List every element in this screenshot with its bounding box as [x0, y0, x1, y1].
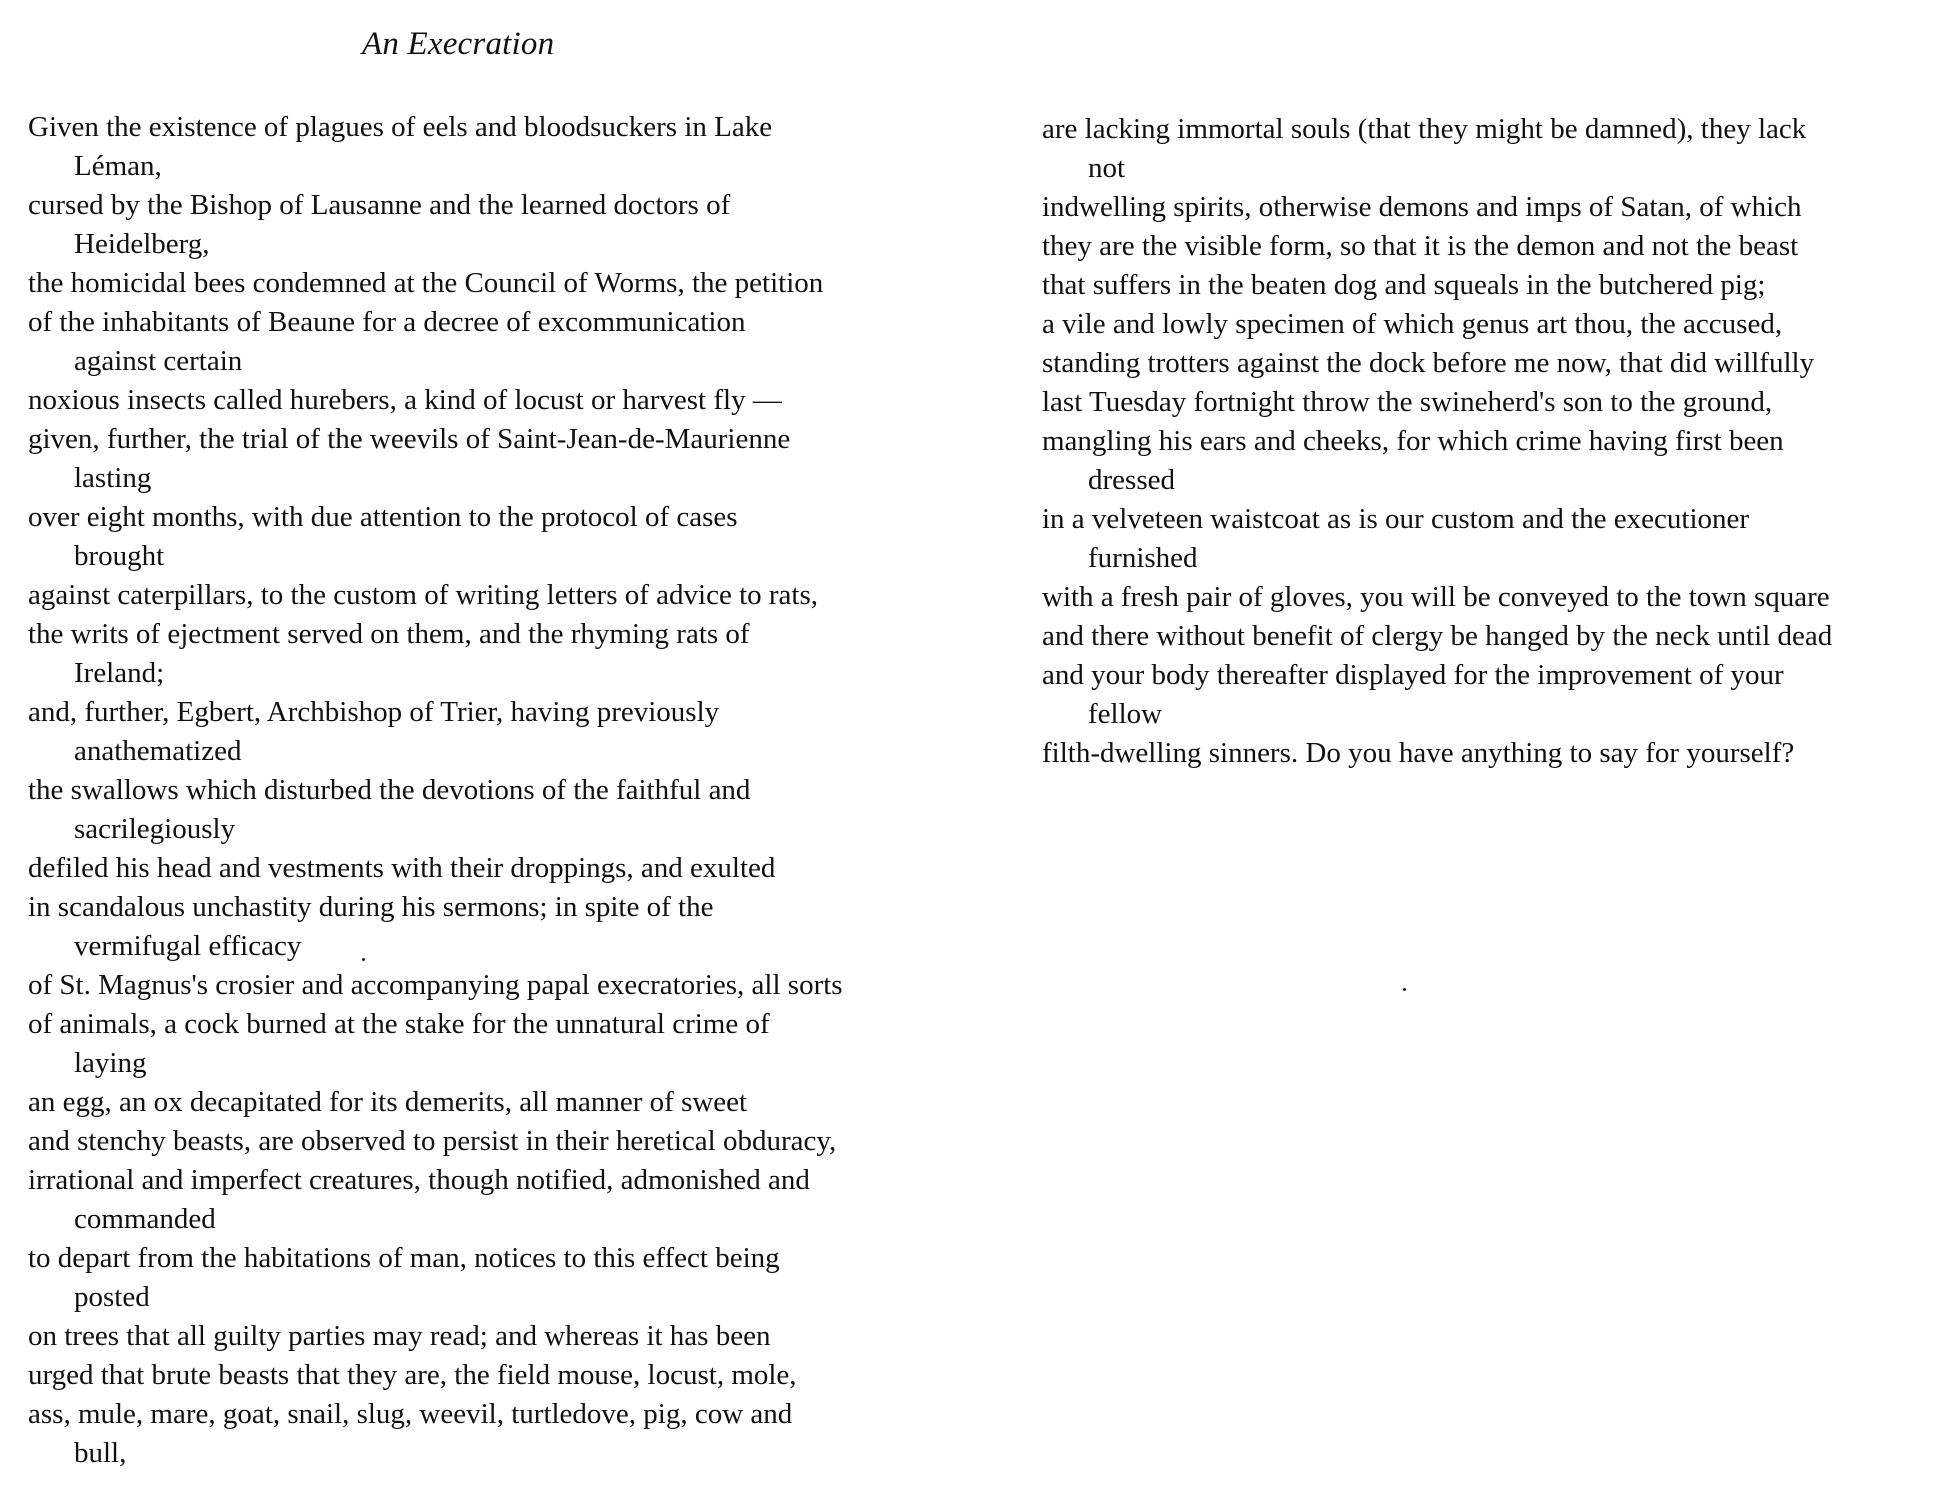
poem-line-turnover: posted: [74, 1281, 150, 1313]
poem-line-turnover: Léman,: [74, 150, 162, 182]
poem-line: ass, mule, mare, goat, snail, slug, weevil, turtledove, pig, cow and: [28, 1398, 793, 1430]
poem-line: are lacking immortal souls (that they might be damned), they lack: [1042, 113, 1807, 145]
poem-line: defiled his head and vestments with their droppings, and exulted: [28, 852, 776, 884]
poem-column-right: [1042, 110, 1922, 773]
poem-line: last Tuesday fortnight throw the swineherd's son to the ground,: [1042, 386, 1773, 418]
poem-line-turnover: bull,: [74, 1437, 127, 1469]
poem-line: against caterpillars, to the custom of writing letters of advice to rats,: [28, 579, 819, 611]
poem-line-turnover: against certain: [74, 345, 243, 377]
poem-line: irrational and imperfect creatures, though notified, admonished and: [28, 1164, 810, 1196]
poem-line: they are the visible form, so that it is the demon and not the beast: [1042, 230, 1799, 262]
poem-line-turnover: Heidelberg,: [74, 228, 210, 260]
poem-line: a vile and lowly specimen of which genus art thou, the accused,: [1042, 308, 1783, 340]
poem-line: filth-dwelling sinners. Do you have anything to say for yourself?: [1042, 737, 1795, 769]
poem-line-turnover: vermifugal efficacy: [74, 930, 302, 962]
poem-line-turnover: sacrilegiously: [74, 813, 236, 845]
poem-line: and your body thereafter displayed for the improvement of your: [1042, 659, 1784, 691]
poem-line: the swallows which disturbed the devotions of the faithful and: [28, 774, 751, 806]
poem-line: over eight months, with due attention to the protocol of cases: [28, 501, 738, 533]
poem-line: with a fresh pair of gloves, you will be conveyed to the town square: [1042, 581, 1830, 613]
poem-line-turnover: commanded: [74, 1203, 216, 1235]
poem-line-turnover: not: [1088, 152, 1126, 184]
poem-line: and, further, Egbert, Archbishop of Trier, having previously: [28, 696, 720, 728]
poem-line: in scandalous unchastity during his sermons; in spite of the: [28, 891, 714, 923]
poem-line: an egg, an ox decapitated for its demerits, all manner of sweet: [28, 1086, 748, 1118]
poem-line: in a velveteen waistcoat as is our custom and the executioner: [1042, 503, 1750, 535]
poem-line-turnover: fellow: [1088, 698, 1163, 730]
poem-line: on trees that all guilty parties may read; and whereas it has been: [28, 1320, 771, 1352]
poem-line: and there without benefit of clergy be hanged by the neck until dead: [1042, 620, 1833, 652]
poem-line: of St. Magnus's crosier and accompanying papal execratories, all sorts: [28, 969, 843, 1001]
poem-line: of the inhabitants of Beaune for a decree of excommunication: [28, 306, 746, 338]
poem-line-turnover: lasting: [74, 462, 152, 494]
poem-line: the writs of ejectment served on them, and the rhyming rats of: [28, 618, 750, 650]
poem-line: indwelling spirits, otherwise demons and imps of Satan, of which: [1042, 191, 1802, 223]
poem-line-turnover: brought: [74, 540, 165, 572]
poem-line: and stenchy beasts, are observed to persist in their heretical obduracy,: [28, 1125, 837, 1157]
print-speck: [1403, 988, 1406, 991]
poem-line-turnover: furnished: [1088, 542, 1198, 574]
poem-title: An Execration: [362, 26, 555, 62]
poem-line: that suffers in the beaten dog and squeals in the butchered pig;: [1042, 269, 1766, 301]
poem-line: cursed by the Bishop of Lausanne and the learned doctors of: [28, 189, 731, 221]
poem-line: standing trotters against the dock before me now, that did willfully: [1042, 347, 1815, 379]
poem-line-turnover: Ireland;: [74, 657, 165, 689]
poem-line: mangling his ears and cheeks, for which crime having first been: [1042, 425, 1784, 457]
poem-line: given, further, the trial of the weevils of Saint-Jean-de-Maurienne: [28, 423, 791, 455]
poem-line: the homicidal bees condemned at the Council of Worms, the petition: [28, 267, 824, 299]
poem-column-left: [28, 108, 918, 1473]
poem-line-turnover: anathematized: [74, 735, 242, 767]
poem-line: to depart from the habitations of man, notices to this effect being: [28, 1242, 780, 1274]
poem-line: of animals, a cock burned at the stake for the unnatural crime of: [28, 1008, 770, 1040]
print-speck: [362, 958, 365, 961]
poem-line-turnover: dressed: [1088, 464, 1175, 496]
poem-line: noxious insects called hurebers, a kind of locust or harvest fly —: [28, 384, 782, 416]
poem-line-turnover: laying: [74, 1047, 147, 1079]
poem-line: Given the existence of plagues of eels and bloodsuckers in Lake: [28, 111, 773, 143]
poem-line: urged that brute beasts that they are, the field mouse, locust, mole,: [28, 1359, 797, 1391]
